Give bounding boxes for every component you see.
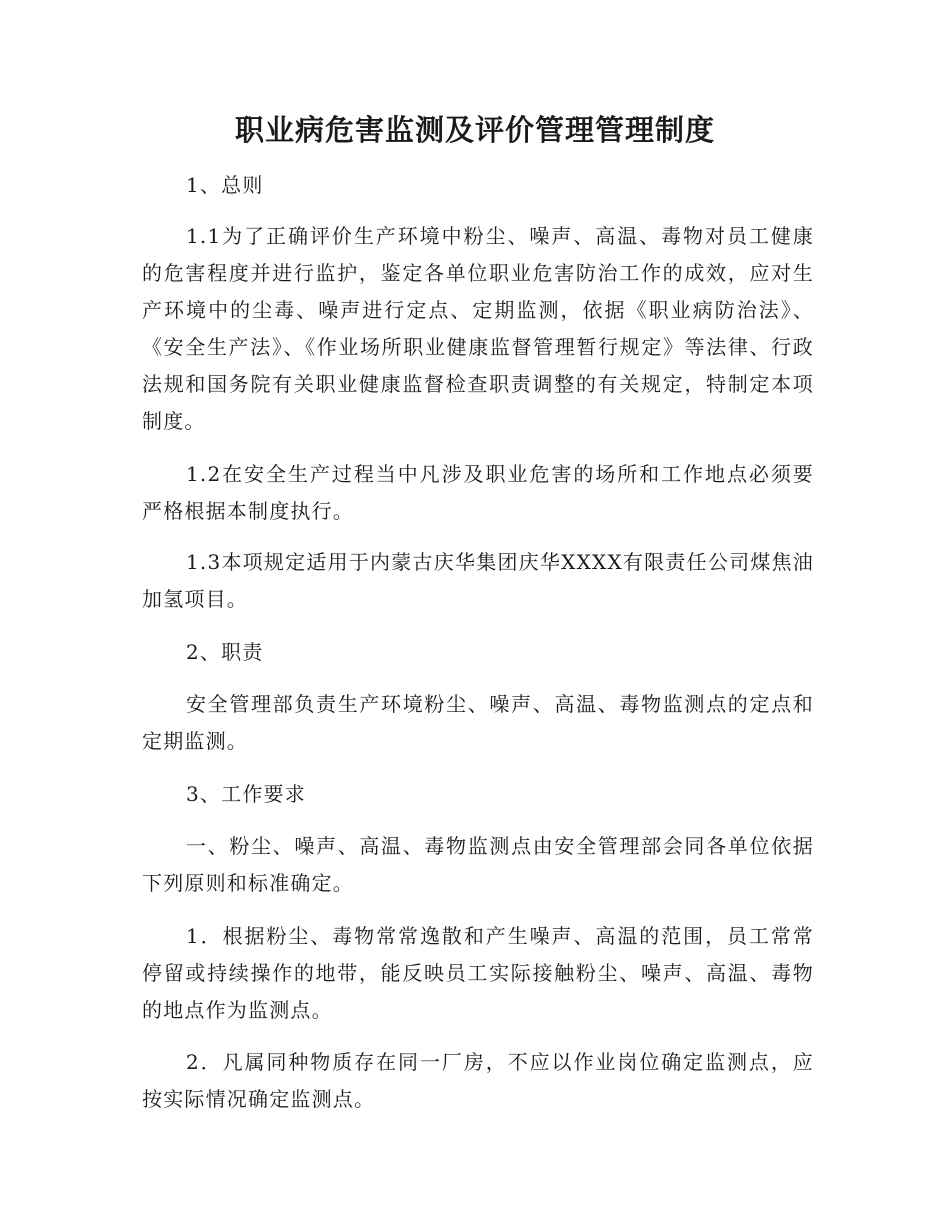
paragraph-requirement-1: 一、粉尘、噪声、高温、毒物监测点由安全管理部会同各单位依据下列原则和标准确定。	[142, 834, 814, 895]
paragraph-1-3: 1.3本项规定适用于内蒙古庆华集团庆华XXXX有限责任公司煤焦油加氢项目。	[142, 550, 814, 611]
paragraph-duties: 安全管理部负责生产环境粉尘、噪声、高温、毒物监测点的定点和定期监测。	[142, 692, 814, 753]
paragraph-1-2: 1.2在安全生产过程当中凡涉及职业危害的场所和工作地点必须要严格根据本制度执行。	[142, 462, 814, 523]
document-title: 职业病危害监测及评价管理管理制度	[234, 113, 715, 147]
section-heading-duties: 2、职责	[186, 640, 264, 664]
section-heading-requirements: 3、工作要求	[186, 782, 306, 806]
paragraph-principle-1: 1．根据粉尘、毒物常常逸散和产生噪声、高温的范围，员工常常停留或持续操作的地带，能反映员工实际接触粉尘、噪声、高温、毒物的地点作为监测点。	[142, 924, 814, 1022]
section-heading-general: 1、总则	[186, 173, 264, 197]
paragraph-principle-2: 2．凡属同种物质存在同一厂房，不应以作业岗位确定监测点，应按实际情况确定监测点。	[142, 1050, 814, 1111]
paragraph-1-1: 1.1为了正确评价生产环境中粉尘、噪声、高温、毒物对员工健康的危害程度并进行监护，鉴定各单位职业危害防治工作的成效，应对生产环境中的尘毒、噪声进行定点、定期监测，依据《职业病防治法》、《安全生产法》、《作业场所职业健康监督管理暂行规定》等法律、行政法规和国务院有关职业健康监督检查职责调整的有关规定，特制定本项制度。	[142, 224, 814, 433]
